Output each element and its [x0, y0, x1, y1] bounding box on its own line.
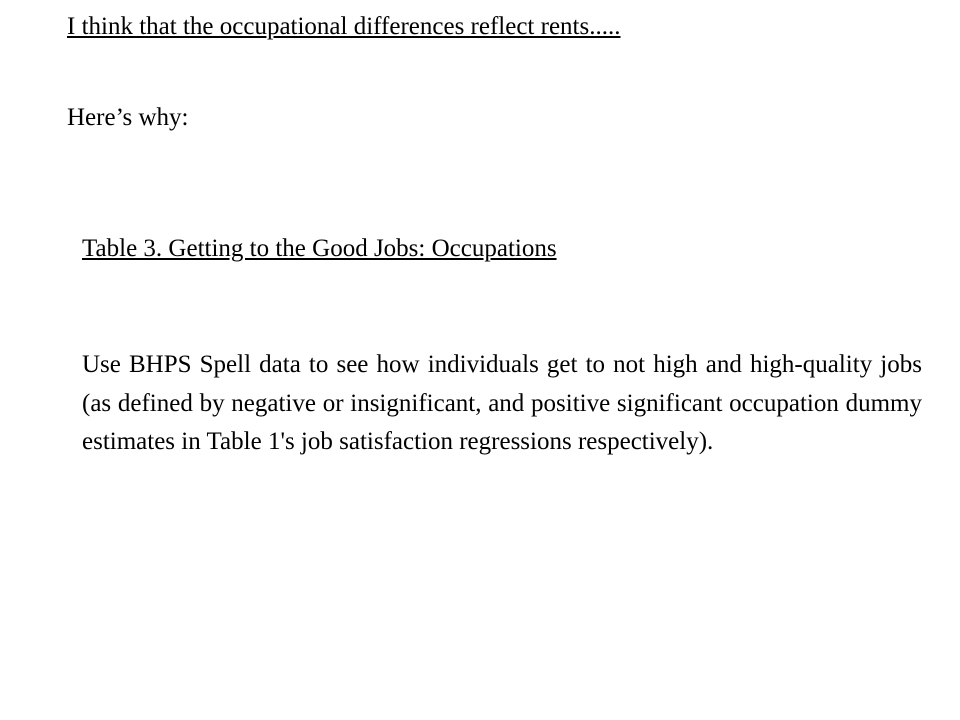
- slide-heading: I think that the occupational differences reflect rents.....: [67, 13, 621, 40]
- table-title: Table 3. Getting to the Good Jobs: Occupations: [82, 235, 557, 262]
- body-paragraph: Use BHPS Spell data to see how individuals get to not high and high-quality jobs (as defined by negative or insignificant, and positive significant occupation dummy estimates in Table 1's job satisfaction regressions respectively).: [82, 351, 922, 455]
- slide-subheading: Here’s why:: [67, 104, 189, 131]
